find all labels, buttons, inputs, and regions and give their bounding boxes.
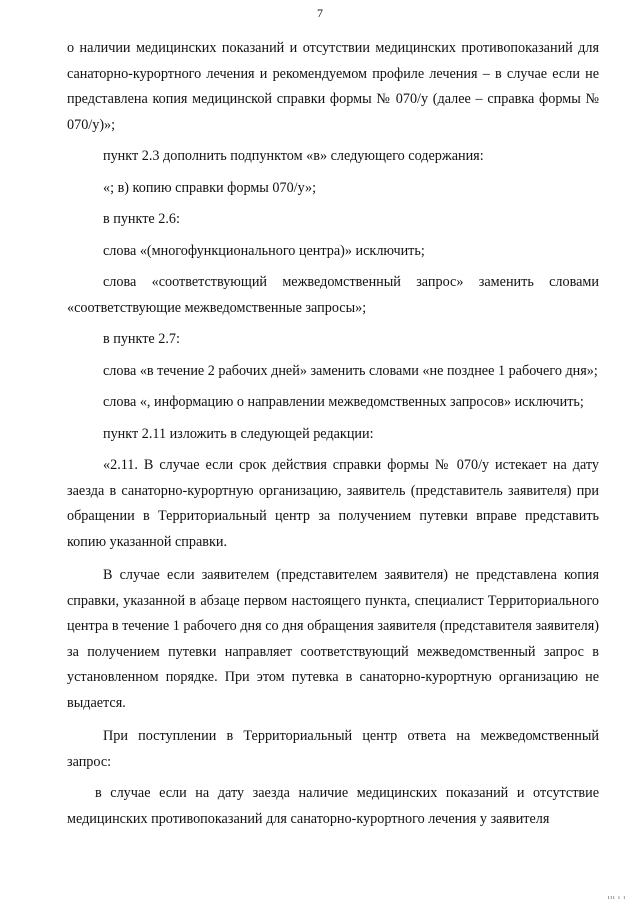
paragraph-9: слова «, информацию о направлении межведомственных запросов» исключить; [103,394,584,410]
paragraph-10: пункт 2.11 изложить в следующей редакции: [103,425,374,442]
paragraph-8: слова «в течение 2 рабочих дней» заменить словами «не позднее 1 рабочего дня»; [103,362,598,379]
paragraph-14: в случае если на дату заезда наличие медицинских показаний и отсутствие медицинских противопоказаний для санаторно-курортного лечения у заявителя [67,785,599,827]
page-number: 7 [317,6,323,20]
paragraph-7: в пункте 2.7: [103,331,180,347]
paragraph-11: «2.11. В случае если срок действия справки формы № 070/у истекает на дату заезда в санаторно-курортную организацию, заявитель (представитель заявителя) при обращении в Территориальный центр за получением путевки вправе представить копию указанной справки. [67,457,599,550]
paragraph-13: При поступлении в Территориальный центр ответа на межведомственный запрос: [67,728,599,770]
scan-footer-mark: ııı ı ı [607,895,626,901]
paragraph-4: в пункте 2.6: [103,211,180,227]
paragraph-5: слова «(многофункционального центра)» исключить; [103,242,425,259]
paragraph-12: В случае если заявителем (представителем заявителя) не представлена копия справки, указанной в абзаце первом настоящего пункта, специалист Территориального центра в течение 1 рабочего дня со дня обращения заявителя (представителя заявителя) за получением путевки направляет соответствующий межведомственный запрос в установленном порядке. При этом путевка в санаторно-курортную организацию не выдается. [67,567,599,711]
paragraph-1: о наличии медицинских показаний и отсутствии медицинских противопоказаний для санаторно-курортного лечения и рекомендуемом профиле лечения – в случае если не представлена копия медицинской справки формы № 070/у (далее – справка формы № 070/у)»; [67,40,599,133]
paragraph-3: «; в) копию справки формы 070/у»; [103,179,317,196]
paragraph-6: слова «соответствующий межведомственный запрос» заменить словами «соответствующие межведомственные запросы»; [67,274,599,316]
document-body [67,36,599,832]
paragraph-2: пункт 2.3 дополнить подпунктом «в» следующего содержания: [103,148,484,164]
